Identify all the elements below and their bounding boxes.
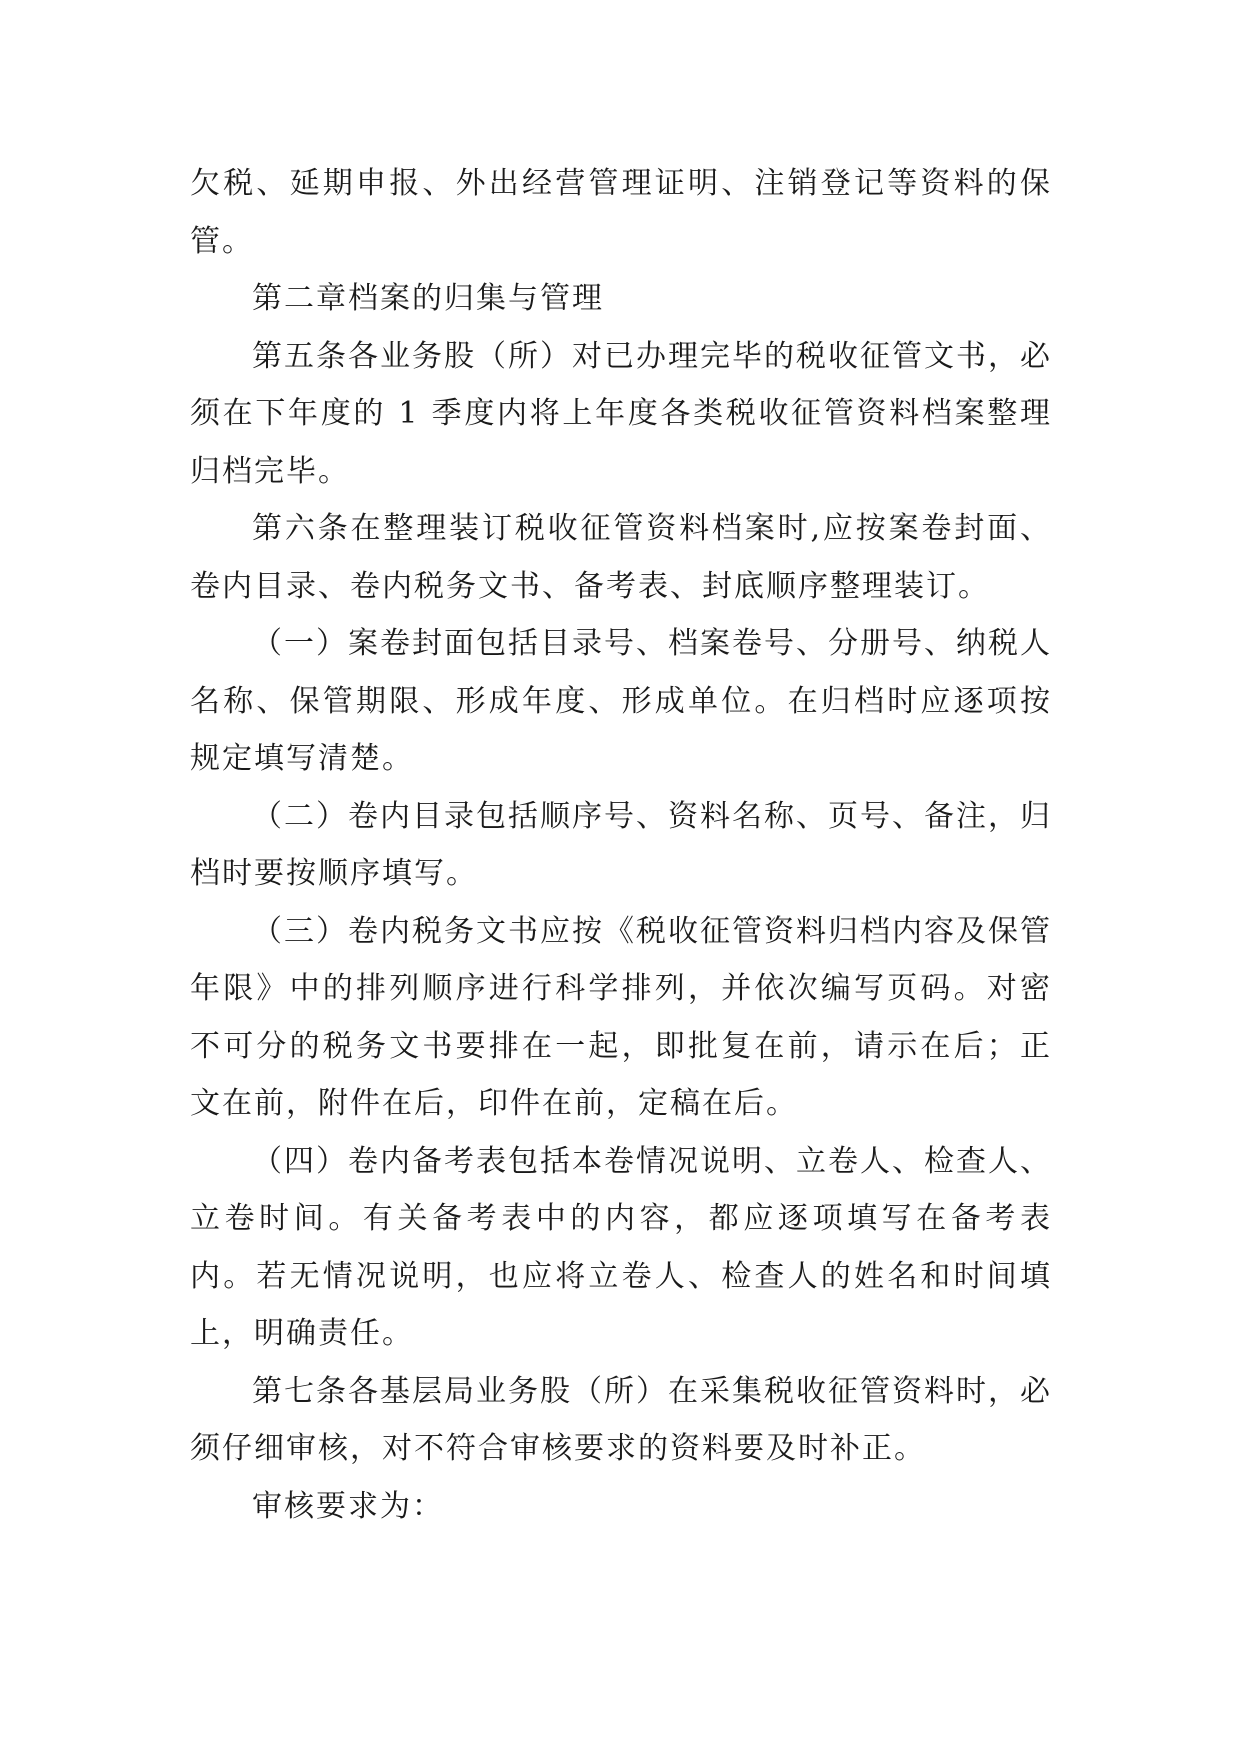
article-7-paragraph: 第七条各基层局业务股（所）在采集税收征管资料时，必须仔细审核，对不符合审核要求的资料要及时补正。 xyxy=(190,1373,1052,1466)
item-2-paragraph: （二）卷内目录包括顺序号、资料名称、页号、备注，归档时要按顺序填写。 xyxy=(190,798,1052,891)
document-body xyxy=(190,155,1052,1535)
chapter-heading: 第二章档案的归集与管理 xyxy=(252,281,604,316)
item-4-paragraph: （四）卷内备考表包括本卷情况说明、立卷人、检查人、立卷时间。有关备考表中的内容，都应逐项填写在备考表内。若无情况说明，也应将立卷人、检查人的姓名和时间填上，明确责任。 xyxy=(190,1143,1052,1351)
item-3-paragraph: （三）卷内税务文书应按《税收征管资料归档内容及保管年限》中的排列顺序进行科学排列，并依次编写页码。对密不可分的税务文书要排在一起，即批复在前，请示在后；正文在前，附件在后，印件在前，定稿在后。 xyxy=(190,913,1052,1121)
article-6-paragraph: 第六条在整理装订税收征管资料档案时,应按案卷封面、卷内目录、卷内税务文书、备考表、封底顺序整理装订。 xyxy=(190,511,1052,604)
item-1-paragraph: （一）案卷封面包括目录号、档案卷号、分册号、纳税人名称、保管期限、形成年度、形成单位。在归档时应逐项按规定填写清楚。 xyxy=(190,626,1052,776)
article-5-paragraph: 第五条各业务股（所）对已办理完毕的税收征管文书，必须在下年度的 1 季度内将上年度各类税收征管资料档案整理归档完毕。 xyxy=(190,338,1052,489)
review-requirements-heading: 审核要求为： xyxy=(252,1488,444,1524)
paragraph-continuation: 欠税、延期申报、外出经营管理证明、注销登记等资料的保管。 xyxy=(190,166,1052,259)
